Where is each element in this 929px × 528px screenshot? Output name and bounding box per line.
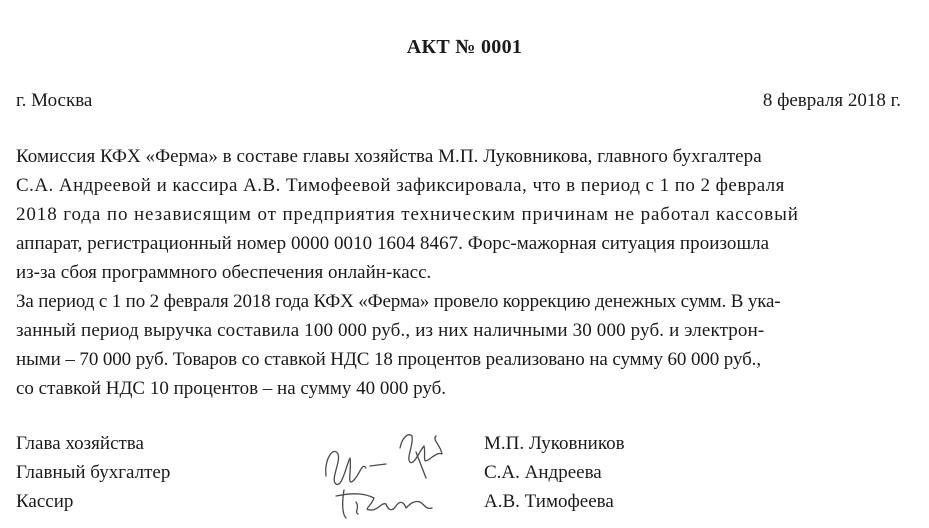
body-line: из-за сбоя программного обеспечения онлайн-касс. — [16, 262, 432, 283]
body-line: аппарат, регистрационный номер 0000 0010 1604 8467. Форс-мажорная ситуация произошла — [16, 233, 770, 254]
signature-role-cashier: Кассир — [16, 491, 74, 512]
handwritten-signatures — [316, 418, 466, 528]
body-line: Комиссия КФХ «Ферма» в составе главы хозяйства М.П. Луковникова, главного бухгалтера — [16, 146, 762, 167]
document-place: г. Москва — [16, 90, 93, 111]
signature-role-head: Глава хозяйства — [16, 433, 144, 454]
document-date: 8 февраля 2018 г. — [762, 90, 901, 111]
signature-role-accountant: Главный бухгалтер — [16, 462, 171, 483]
body-line: ными – 70 000 руб. Товаров со ставкой НДС 18 процентов реализовано на сумму 60 000 руб., — [16, 349, 761, 370]
body-line: со ставкой НДС 10 процентов – на сумму 40 000 руб. — [16, 378, 447, 399]
signature-name-cashier: А.В. Тимофеева — [484, 491, 614, 512]
signature-stroke-cashier — [336, 490, 432, 518]
signature-name-accountant: С.А. Андреева — [484, 462, 602, 483]
document-title: АКТ № 0001 — [406, 36, 523, 58]
body-line: За период с 1 по 2 февраля 2018 года КФХ «Ферма» провело коррекцию денежных сумм. В ука- — [16, 291, 781, 312]
body-line: занный период выручка составила 100 000 руб., из них наличными 30 000 руб. и электрон- — [16, 320, 765, 341]
signature-name-head: М.П. Луковников — [484, 433, 625, 454]
signature-stroke-accountant — [400, 435, 442, 463]
body-line: 2018 года по независящим от предприятия техническим причинам не работал кассовый — [16, 204, 799, 225]
signature-stroke-head — [326, 451, 366, 484]
body-line: С.А. Андреевой и кассира А.В. Тимофеевой зафиксировала, что в период с 1 по 2 февраля — [16, 175, 785, 196]
